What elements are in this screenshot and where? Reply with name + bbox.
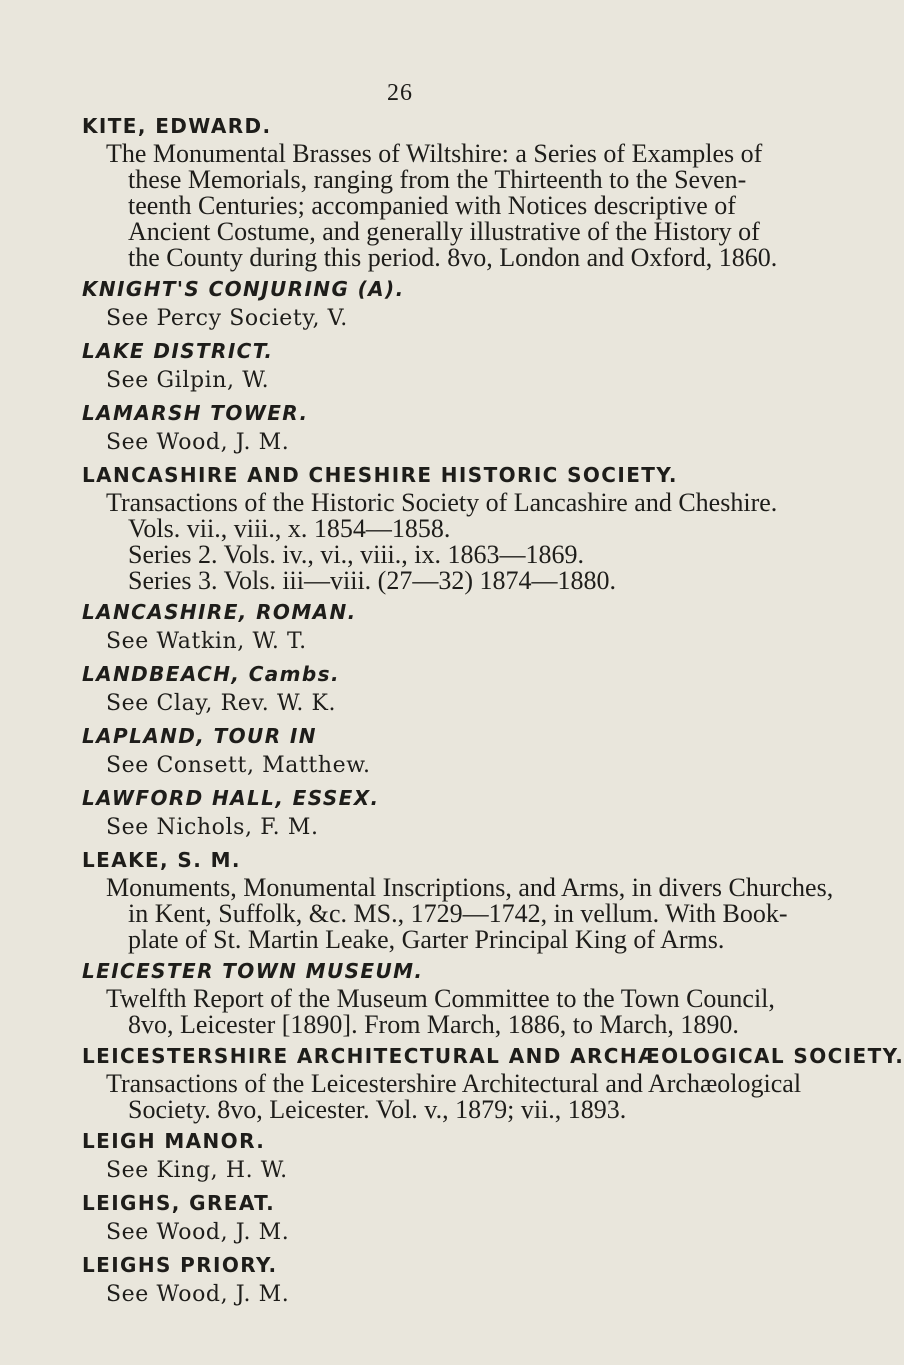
entry-heading: LANCASHIRE AND CHESHIRE HISTORIC SOCIETY. xyxy=(82,463,678,487)
entry-heading: LEICESTER TOWN MUSEUM. xyxy=(82,959,424,983)
catalogue-entry xyxy=(0,1251,800,1309)
entries-list xyxy=(0,112,904,1313)
catalogue-entry xyxy=(0,846,834,954)
entry-text-line: the County during this period. 8vo, London and Oxford, 1860. xyxy=(128,243,778,272)
entry-heading: LEAKE, S. M. xyxy=(82,848,241,872)
cross-reference: See Nichols, F. M. xyxy=(106,815,319,840)
entry-heading: KNIGHT'S CONJURING (A). xyxy=(82,277,405,301)
entry-text-line: these Memorials, ranging from the Thirteenth to the Seven- xyxy=(128,165,747,194)
entry-heading: LANDBEACH, Cambs. xyxy=(82,662,340,686)
catalogue-entry xyxy=(0,1042,904,1124)
entry-heading: KITE, EDWARD. xyxy=(82,114,272,138)
catalogue-entry xyxy=(0,399,800,457)
entry-text-line: Society. 8vo, Leicester. Vol. v., 1879; vii., 1893. xyxy=(128,1095,627,1124)
entry-text-line: Transactions of the Historic Society of Lancashire and Cheshire. xyxy=(106,488,778,517)
cross-reference: See King, H. W. xyxy=(106,1158,288,1183)
catalogue-entry xyxy=(0,1127,800,1185)
cross-reference: See Gilpin, W. xyxy=(106,368,270,393)
catalogue-entry xyxy=(0,1189,800,1247)
entry-heading: LEIGHS PRIORY. xyxy=(82,1253,278,1277)
cross-reference: See Watkin, W. T. xyxy=(106,629,307,654)
entry-heading: LEIGHS, GREAT. xyxy=(82,1191,276,1215)
catalogue-entry xyxy=(0,722,800,780)
entry-heading: LAKE DISTRICT. xyxy=(82,339,274,363)
entry-text-line: plate of St. Martin Leake, Garter Principal King of Arms. xyxy=(128,925,725,954)
catalogue-entry xyxy=(0,598,800,656)
catalogue-entry xyxy=(0,337,800,395)
catalogue-entry xyxy=(0,275,800,333)
entry-text-line: 8vo, Leicester [1890]. From March, 1886, to March, 1890. xyxy=(128,1010,739,1039)
entry-text-line: Ancient Costume, and generally illustrative of the History of xyxy=(128,217,760,246)
entry-heading: LEIGH MANOR. xyxy=(82,1129,266,1153)
entry-text-line: Twelfth Report of the Museum Committee to the Town Council, xyxy=(106,984,775,1013)
catalogue-entry xyxy=(0,112,800,271)
entry-heading: LEICESTERSHIRE ARCHITECTURAL AND ARCHÆOLOGICAL SOCIETY. xyxy=(82,1044,904,1068)
entry-text-line: The Monumental Brasses of Wiltshire: a Series of Examples of xyxy=(106,139,763,168)
entry-text-line: Monuments, Monumental Inscriptions, and Arms, in divers Churches, xyxy=(106,873,834,902)
entry-text-line: Vols. vii., viii., x. 1854—1858. xyxy=(128,514,451,543)
catalogue-entry xyxy=(0,957,800,1038)
page-number: 26 xyxy=(387,80,413,106)
entry-text-line: in Kent, Suffolk, &c. MS., 1729—1742, in vellum. With Book- xyxy=(128,899,788,928)
entry-heading: LAMARSH TOWER. xyxy=(82,401,309,425)
entry-text-line: Series 3. Vols. iii—viii. (27—32) 1874—1880. xyxy=(128,566,616,595)
cross-reference: See Clay, Rev. W. K. xyxy=(106,691,337,716)
catalogue-entry xyxy=(0,660,800,718)
cross-reference: See Consett, Matthew. xyxy=(106,753,371,778)
entry-text-line: Transactions of the Leicestershire Architectural and Archæological xyxy=(106,1069,802,1098)
cross-reference: See Wood, J. M. xyxy=(106,1220,290,1245)
entry-heading: LAWFORD HALL, ESSEX. xyxy=(82,786,380,810)
cross-reference: See Wood, J. M. xyxy=(106,430,290,455)
entry-text-line: Series 2. Vols. iv., vi., viii., ix. 1863—1869. xyxy=(128,540,584,569)
catalogue-entry xyxy=(0,461,800,594)
entry-heading: LANCASHIRE, ROMAN. xyxy=(82,600,357,624)
entry-heading: LAPLAND, TOUR IN xyxy=(82,724,317,748)
catalogue-entry xyxy=(0,784,800,842)
cross-reference: See Percy Society, V. xyxy=(106,306,348,331)
entry-text-line: teenth Centuries; accompanied with Notices descriptive of xyxy=(128,191,736,220)
cross-reference: See Wood, J. M. xyxy=(106,1282,290,1307)
